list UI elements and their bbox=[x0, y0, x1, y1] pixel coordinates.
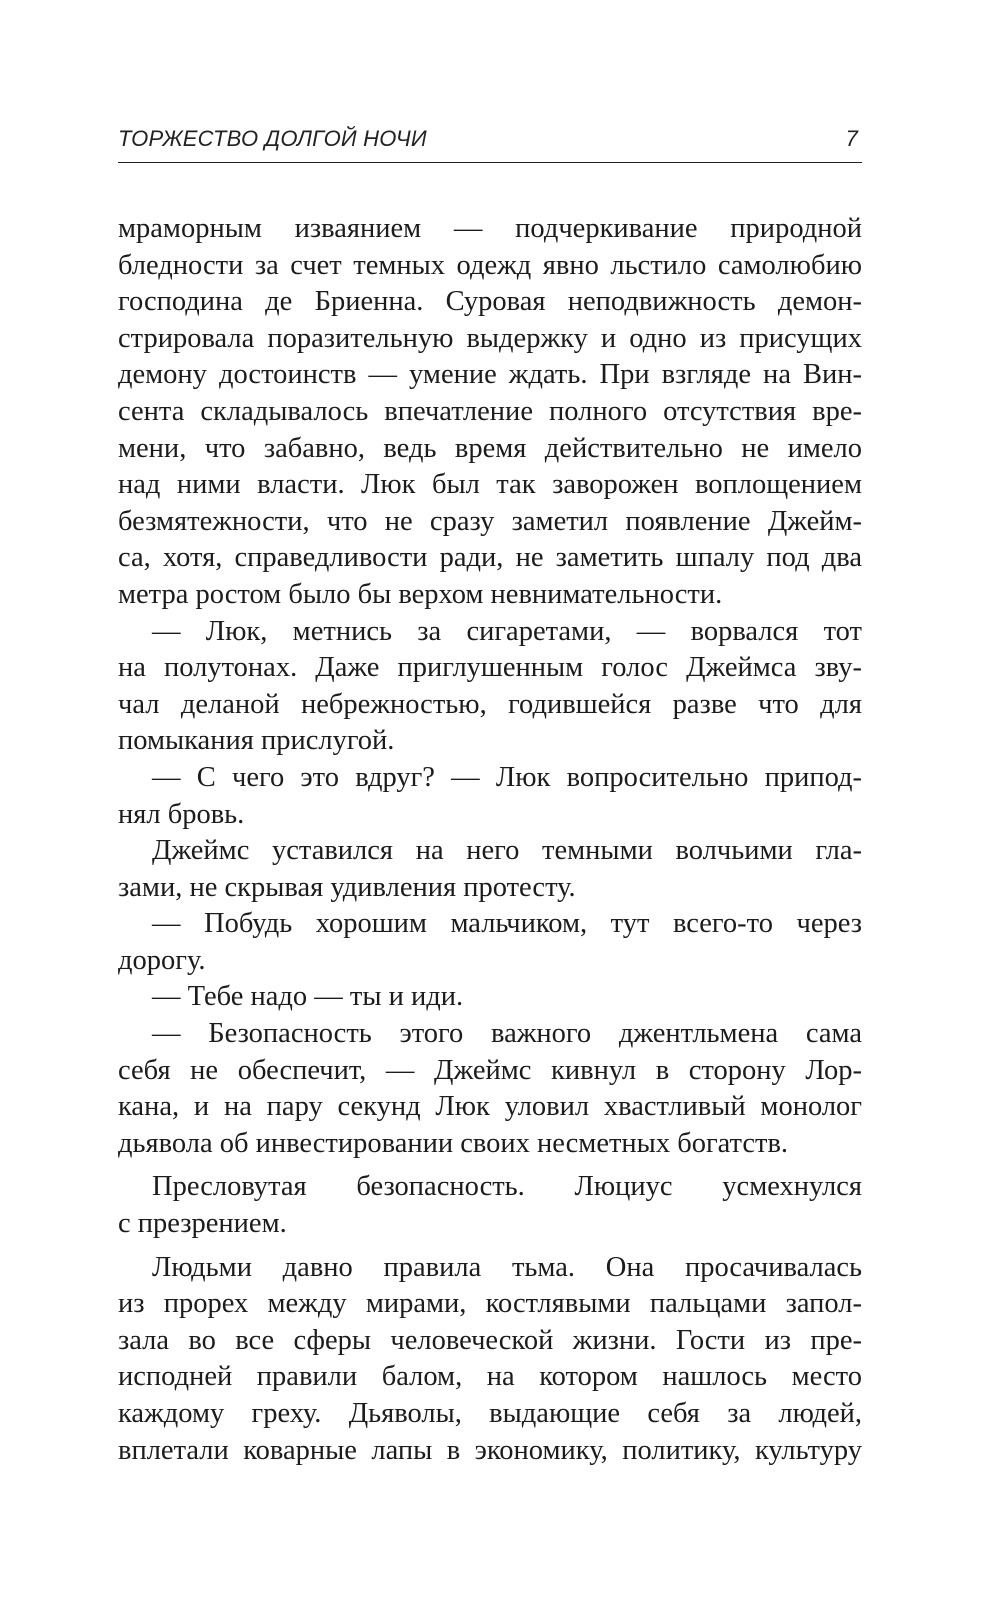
text-line: демону достоинств — умение ждать. При взгляде на Вин- bbox=[118, 359, 862, 391]
text-line: из прорех между мирами, костлявыми пальцами запол- bbox=[118, 1288, 862, 1320]
text-line: чал деланой небрежностью, годившейся разве что для bbox=[118, 688, 862, 720]
text-line: дорогу. bbox=[118, 944, 206, 976]
text-line: мени, что забавно, ведь время действительно не имело bbox=[118, 432, 862, 464]
text-line: нял бровь. bbox=[118, 798, 245, 830]
text-line: с презрением. bbox=[118, 1208, 287, 1240]
text-line: кана, и на пару секунд Люк уловил хвастливый монолог bbox=[118, 1091, 862, 1123]
text-line: исподней правили балом, на котором нашлось место bbox=[118, 1361, 862, 1393]
text-line: са, хотя, справедливости ради, не заметить шпалу под два bbox=[118, 542, 862, 574]
text-line: — Безопасность этого важного джентльмена сама bbox=[152, 1018, 862, 1050]
text-line: зала во все сферы человеческой жизни. Гости из пре- bbox=[118, 1324, 862, 1356]
text-line: — Побудь хорошим мальчиком, тут всего-то через bbox=[152, 908, 862, 940]
text-line: себя не обеспечит, — Джеймс кивнул в сторону Лор- bbox=[118, 1054, 862, 1086]
text-line: каждому греху. Дьяволы, выдающие себя за людей, bbox=[118, 1398, 862, 1429]
text-line: вплетали коварные лапы в экономику, политику, культуру bbox=[118, 1434, 862, 1466]
page-number: 7 bbox=[845, 126, 858, 151]
text-line: над ними власти. Люк был так заворожен воплощением bbox=[118, 469, 862, 501]
running-header bbox=[118, 122, 862, 163]
text-line: Людьми давно правила тьма. Она просачивалась bbox=[152, 1251, 862, 1283]
text-line: мраморным изваянием — подчеркивание природной bbox=[118, 213, 862, 244]
text-line: сента складывалось впечатление полного отсутствия вре- bbox=[118, 395, 862, 427]
text-line: Джеймс уставился на него темными волчьими гла- bbox=[152, 835, 862, 867]
text-line: дьявола об инвестировании своих несметных богатств. bbox=[118, 1127, 789, 1159]
body-text bbox=[118, 211, 862, 1469]
text-line: метра ростом было бы верхом невнимательности. bbox=[118, 578, 723, 610]
text-line: — С чего это вдруг? — Люк вопросительно припод- bbox=[152, 761, 862, 793]
text-line: помыкания прислугой. bbox=[118, 725, 395, 757]
text-line: — Люк, метнись за сигаретами, — ворвался тот bbox=[152, 615, 862, 647]
text-line: стрировала поразительную выдержку и одно из присущих bbox=[118, 322, 862, 354]
text-line: господина де Бриенна. Суровая неподвижность демон- bbox=[118, 286, 862, 318]
text-line: — Тебе надо — ты и иди. bbox=[152, 981, 464, 1013]
text-line: зами, не скрывая удивления протесту. bbox=[118, 871, 576, 903]
text-line: безмятежности, что не сразу заметил появление Джейм- bbox=[118, 505, 862, 537]
text-line: бледности за счет темных одежд явно льстило самолюбию bbox=[118, 249, 862, 281]
book-title: ТОРЖЕСТВО ДОЛГОЙ НОЧИ bbox=[118, 126, 427, 151]
text-line: на полутонах. Даже приглушенным голос Джеймса зву- bbox=[118, 652, 862, 684]
text-line: Пресловутая безопасность. Люциус усмехнулся bbox=[152, 1171, 862, 1203]
